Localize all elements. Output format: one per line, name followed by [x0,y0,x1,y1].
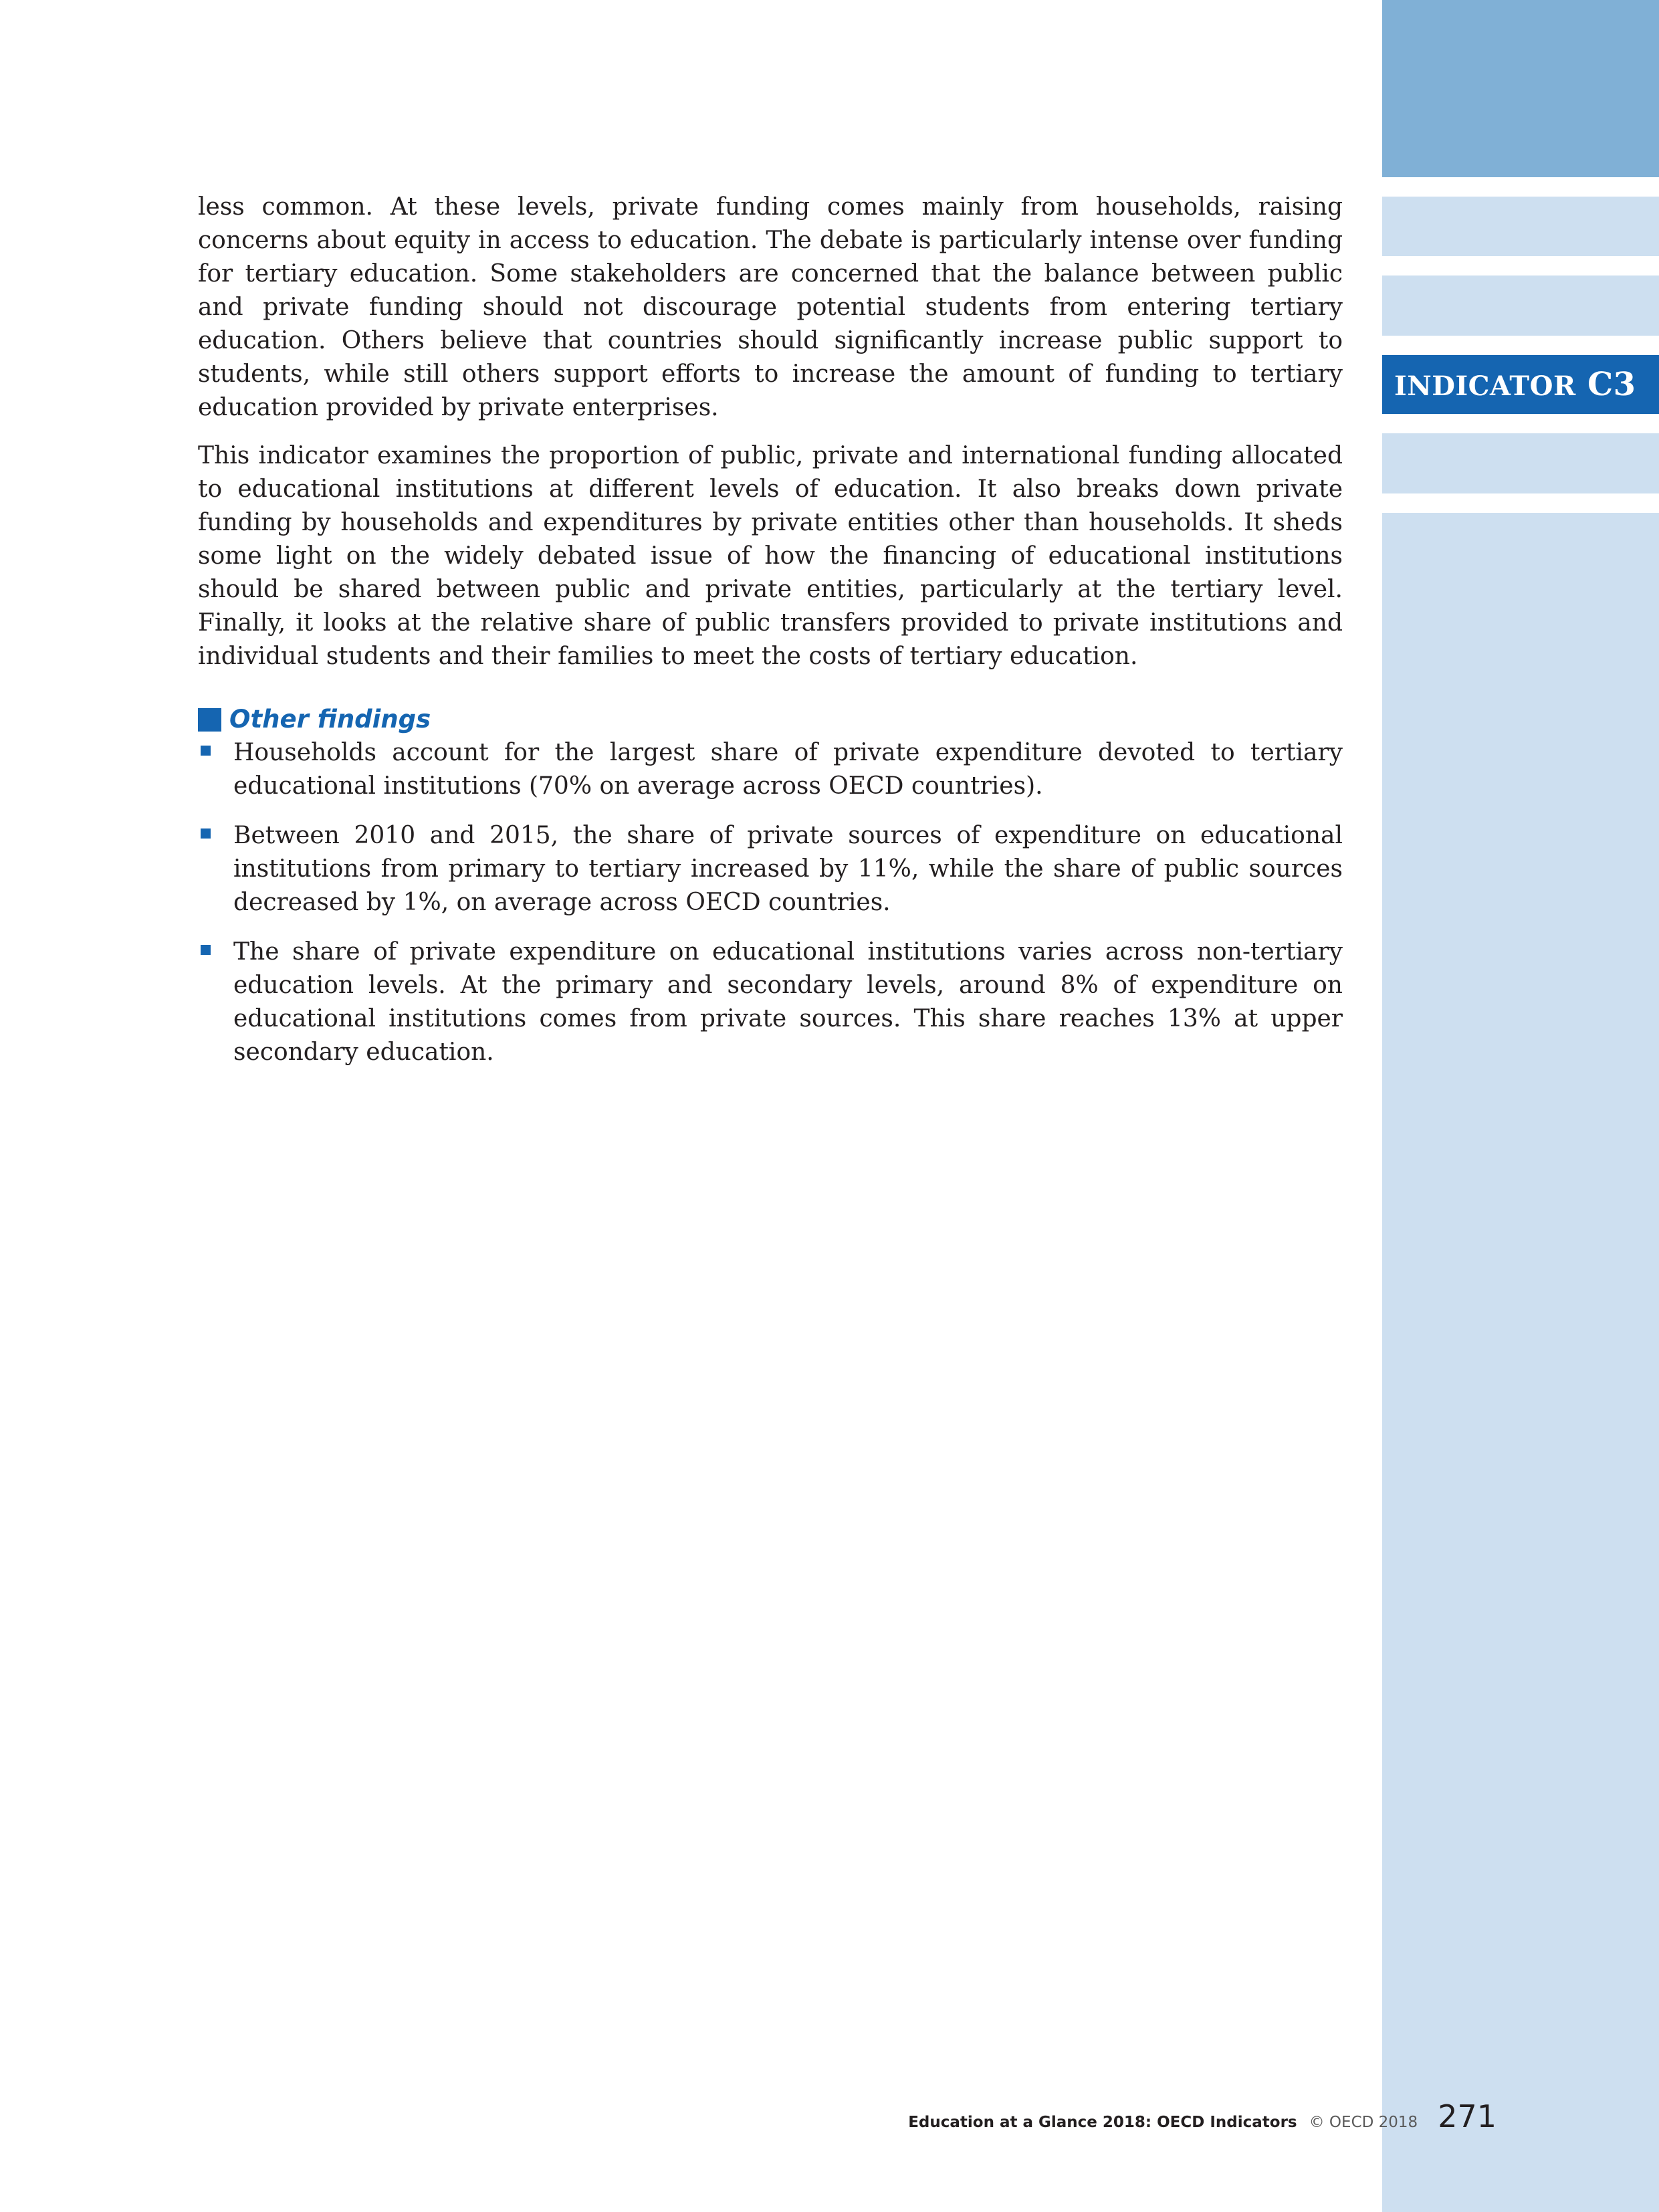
heading-square-icon [198,708,221,732]
other-findings-heading [198,703,1343,736]
finding-text: Households account for the largest share of private expenditure devoted to tertiary educational institutions (70% on average across OECD countries). [233,739,1343,800]
publication-title: Education at a Glance 2018: OECD Indicators [908,2114,1297,2131]
findings-list [198,736,1343,1069]
finding-text: Between 2010 and 2015, the share of private sources of expenditure on educational institutions from primary to tertiary increased by 11%, while the share of public sources decreased by 1%, on average across OECD countries. [233,822,1343,916]
other-findings-heading-text: Other findings [229,705,431,734]
indicator-tab [1382,355,1659,414]
page-number: 271 [1438,2098,1497,2134]
square-bullet-icon [201,746,211,756]
side-band-gap [1382,493,1659,513]
side-band-gap [1382,256,1659,275]
indicator-tab-prefix: INDICATOR [1394,370,1576,402]
side-band-top-block [1382,0,1659,177]
body-paragraph: less common. At these levels, private funding comes mainly from households, raising concerns about equity in access to education. The debate is particularly intense over funding for tertiary education. Some stakeholders are concerned that the balance between public and private funding should not discourage potential students from entering tertiary education. Others believe that countries should significantly increase public support to students, while still others support efforts to increase the amount of funding to tertiary education provided by private enterprises. [198,193,1343,421]
list-item [198,819,1343,919]
list-item [198,935,1343,1069]
body-paragraph: This indicator examines the proportion of public, private and international funding allocated to educational institutions at different levels of education. It also breaks down private funding by households and expenditures by private entities other than households. It sheds some light on the widely debated issue of how the financing of educational institutions should be shared between public and private entities, particularly at the tertiary level. Finally, it looks at the relative share of public transfers provided to private institutions and individual students and their families to meet the costs of tertiary education. [198,442,1343,670]
indicator-tab-code: C3 [1587,366,1636,403]
side-band-gap [1382,177,1659,197]
list-item [198,736,1343,803]
page-footer [908,2098,1497,2134]
square-bullet-icon [201,828,211,839]
square-bullet-icon [201,945,211,955]
main-content [198,191,1343,1085]
side-band-gap [1382,336,1659,355]
side-band [1382,0,1659,2212]
side-band-gap [1382,414,1659,433]
copyright-notice: © OECD 2018 [1309,2114,1418,2131]
finding-text: The share of private expenditure on educational institutions varies across non-tertiary education levels. At the primary and secondary levels, around 8% of expenditure on educational institutions comes from private sources. This share reaches 13% at upper secondary education. [233,938,1343,1066]
